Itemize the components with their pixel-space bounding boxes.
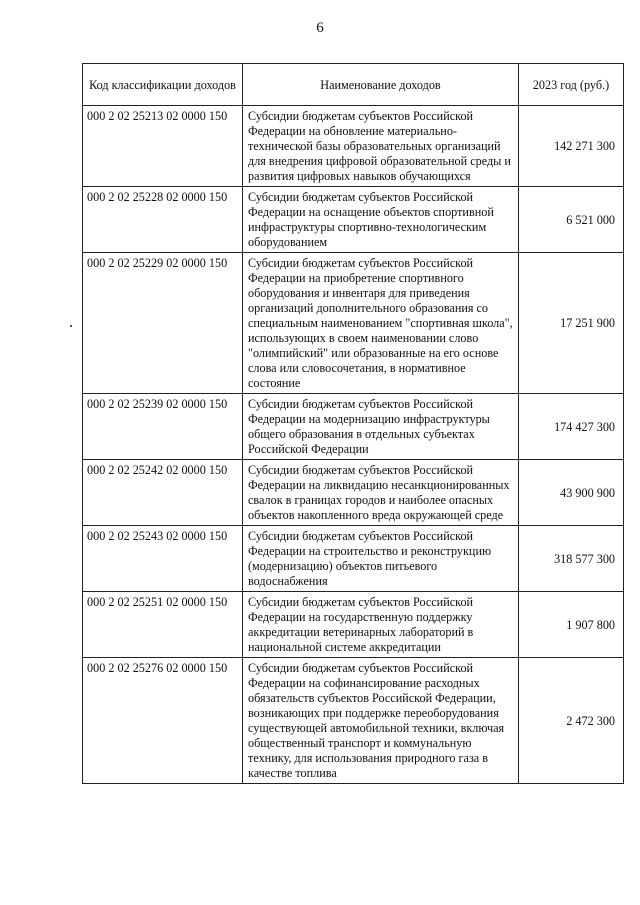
header-row <box>83 64 624 106</box>
row-code: 000 2 02 25229 02 0000 150 <box>83 253 243 394</box>
row-amount: 1 907 800 <box>519 592 624 658</box>
table-row <box>83 460 624 526</box>
row-amount: 17 251 900 <box>519 253 624 394</box>
row-amount: 142 271 300 <box>519 106 624 187</box>
income-table <box>82 63 624 784</box>
row-name: Субсидии бюджетам субъектов Российской Федерации на ликвидацию несанкционированных свалок в границах городов и наиболее опасных объектов накопленного вреда окружающей среде <box>243 460 519 526</box>
table-row <box>83 187 624 253</box>
row-name: Субсидии бюджетам субъектов Российской Федерации на приобретение спортивного оборудования и инвентаря для приведения организаций дополнительного образования со специальным наименованием "спортивная школа", использующих в своем наименовании слово "олимпийский" или образованные на его основе слова или словосочетания, в нормативное состояние <box>243 253 519 394</box>
table-row <box>83 394 624 460</box>
row-code: 000 2 02 25251 02 0000 150 <box>83 592 243 658</box>
table-row <box>83 526 624 592</box>
row-amount: 318 577 300 <box>519 526 624 592</box>
row-amount: 174 427 300 <box>519 394 624 460</box>
row-name: Субсидии бюджетам субъектов Российской Федерации на государственную поддержку аккредитации ветеринарных лабораторий в национальной системе аккредитации <box>243 592 519 658</box>
row-code: 000 2 02 25242 02 0000 150 <box>83 460 243 526</box>
page-number: 6 <box>316 20 324 36</box>
row-amount: 2 472 300 <box>519 658 624 784</box>
scan-dot <box>70 325 72 327</box>
row-code: 000 2 02 25239 02 0000 150 <box>83 394 243 460</box>
table-body <box>83 106 624 784</box>
row-name: Субсидии бюджетам субъектов Российской Федерации на модернизацию инфраструктуры общего образования в отдельных субъектах Российской Федерации <box>243 394 519 460</box>
row-amount: 43 900 900 <box>519 460 624 526</box>
table-row <box>83 658 624 784</box>
header-name: Наименование доходов <box>243 64 519 106</box>
row-code: 000 2 02 25276 02 0000 150 <box>83 658 243 784</box>
row-amount: 6 521 000 <box>519 187 624 253</box>
row-name: Субсидии бюджетам субъектов Российской Федерации на строительство и реконструкцию (модернизацию) объектов питьевого водоснабжения <box>243 526 519 592</box>
row-code: 000 2 02 25243 02 0000 150 <box>83 526 243 592</box>
row-name: Субсидии бюджетам субъектов Российской Федерации на оснащение объектов спортивной инфраструктуры спортивно-технологическим оборудованием <box>243 187 519 253</box>
header-code: Код классификации доходов <box>83 64 243 106</box>
row-code: 000 2 02 25213 02 0000 150 <box>83 106 243 187</box>
table-row <box>83 253 624 394</box>
table-header <box>83 64 624 106</box>
row-name: Субсидии бюджетам субъектов Российской Федерации на софинансирование расходных обязательств субъектов Российской Федерации, возникающих при поддержке переоборудования существующей автомобильной техники, включая общественный транспорт и коммунальную технику, для использования природного газа в качестве топлива <box>243 658 519 784</box>
header-year: 2023 год (руб.) <box>519 64 624 106</box>
row-code: 000 2 02 25228 02 0000 150 <box>83 187 243 253</box>
table-row <box>83 592 624 658</box>
row-name: Субсидии бюджетам субъектов Российской Федерации на обновление материально-технической базы образовательных организаций для внедрения цифровой образовательной среды и развития цифровых навыков обучающихся <box>243 106 519 187</box>
table-row <box>83 106 624 187</box>
